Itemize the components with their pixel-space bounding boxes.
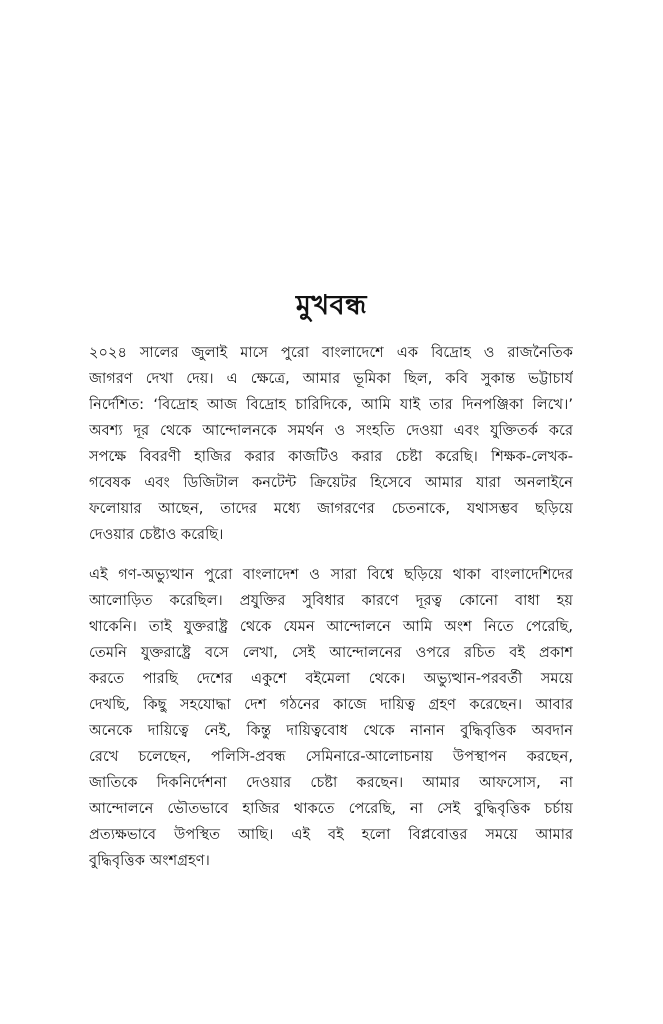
- text-line: আন্দোলনে ভৌতভাবে হাজির থাকতে পেরেছি, না সেই বুদ্ধিবৃত্তিক চর্চায়: [89, 800, 573, 817]
- text-line: জাতিকে দিকনির্দেশনা দেওয়ার চেষ্টা করছেন। আমার আফসোস, না: [89, 774, 573, 791]
- page-title: মুখবন্ধ: [295, 290, 368, 321]
- text-line: অনেকে দায়িত্বে নেই, কিন্তু দায়িত্ববোধ থেকে নানান বুদ্ধিবৃত্তিক অবদান: [89, 722, 573, 739]
- paragraph-2: [89, 562, 573, 874]
- text-line: এই গণ-অভ্যুত্থান পুরো বাংলাদেশ ও সারা বিশ্বে ছড়িয়ে থাকা বাংলাদেশিদের: [89, 566, 573, 583]
- text-line: জাগরণ দেখা দেয়। এ ক্ষেত্রে, আমার ভূমিকা ছিল, কবি সুকান্ত ভট্টাচার্য: [89, 370, 573, 387]
- text-line: তেমনি যুক্তরাষ্ট্রে বসে লেখা, সেই আন্দোলনের ওপরে রচিত বই প্রকাশ: [89, 644, 573, 661]
- text-line: সপক্ষে বিবরণী হাজির করার কাজটিও করার চেষ্টা করেছি। শিক্ষক-লেখক-: [89, 448, 573, 465]
- text-line: নির্দেশিত: ‘বিদ্রোহ আজ বিদ্রোহ চারিদিকে, আমি যাই তার দিনপঞ্জিকা লিখে।’: [89, 396, 573, 413]
- text-line: রেখে চলেছেন, পলিসি-প্রবন্ধ সেমিনারে-আলোচনায় উপস্থাপন করছেন,: [89, 748, 573, 765]
- text-line: ফলোয়ার আছেন, তাদের মধ্যে জাগরণের চেতনাকে, যথাসম্ভব ছড়িয়ে: [89, 500, 573, 517]
- paragraph-gap: [89, 548, 573, 562]
- paragraph-1: [89, 340, 573, 548]
- text-line: থাকেনি। তাই যুক্তরাষ্ট্র থেকে যেমন আন্দোলনে আমি অংশ নিতে পেরেছি,: [89, 618, 573, 635]
- text-line: অবশ্য দূর থেকে আন্দোলনকে সমর্থন ও সংহতি দেওয়া এবং যুক্তিতর্ক করে: [89, 422, 573, 439]
- text-line: দেখছি, কিছু সহযোদ্ধা দেশ গঠনের কাজে দায়িত্ব গ্রহণ করেছেন। আবার: [89, 696, 573, 713]
- text-line: প্রত্যক্ষভাবে উপস্থিত আছি। এই বই হলো বিপ্লবোত্তর সময়ে আমার: [89, 826, 573, 843]
- text-line: আলোড়িত করেছিল। প্রযুক্তির সুবিধার কারণে দূরত্ব কোনো বাধা হয়: [89, 592, 573, 609]
- text-line: করতে পারছি দেশের একুশে বইমেলা থেকে। অভ্যুত্থান-পরবর্তী সময়ে: [89, 670, 573, 687]
- text-line: ২০২৪ সালের জুলাই মাসে পুরো বাংলাদেশে এক বিদ্রোহ ও রাজনৈতিক: [89, 344, 573, 361]
- text-line: বুদ্ধিবৃত্তিক অংশগ্রহণ।: [89, 852, 210, 869]
- text-line: গবেষক এবং ডিজিটাল কনটেন্ট ক্রিয়েটর হিসেবে আমার যারা অনলাইনে: [89, 474, 573, 491]
- body-text: [89, 340, 573, 874]
- text-line: দেওয়ার চেষ্টাও করেছি।: [89, 526, 224, 543]
